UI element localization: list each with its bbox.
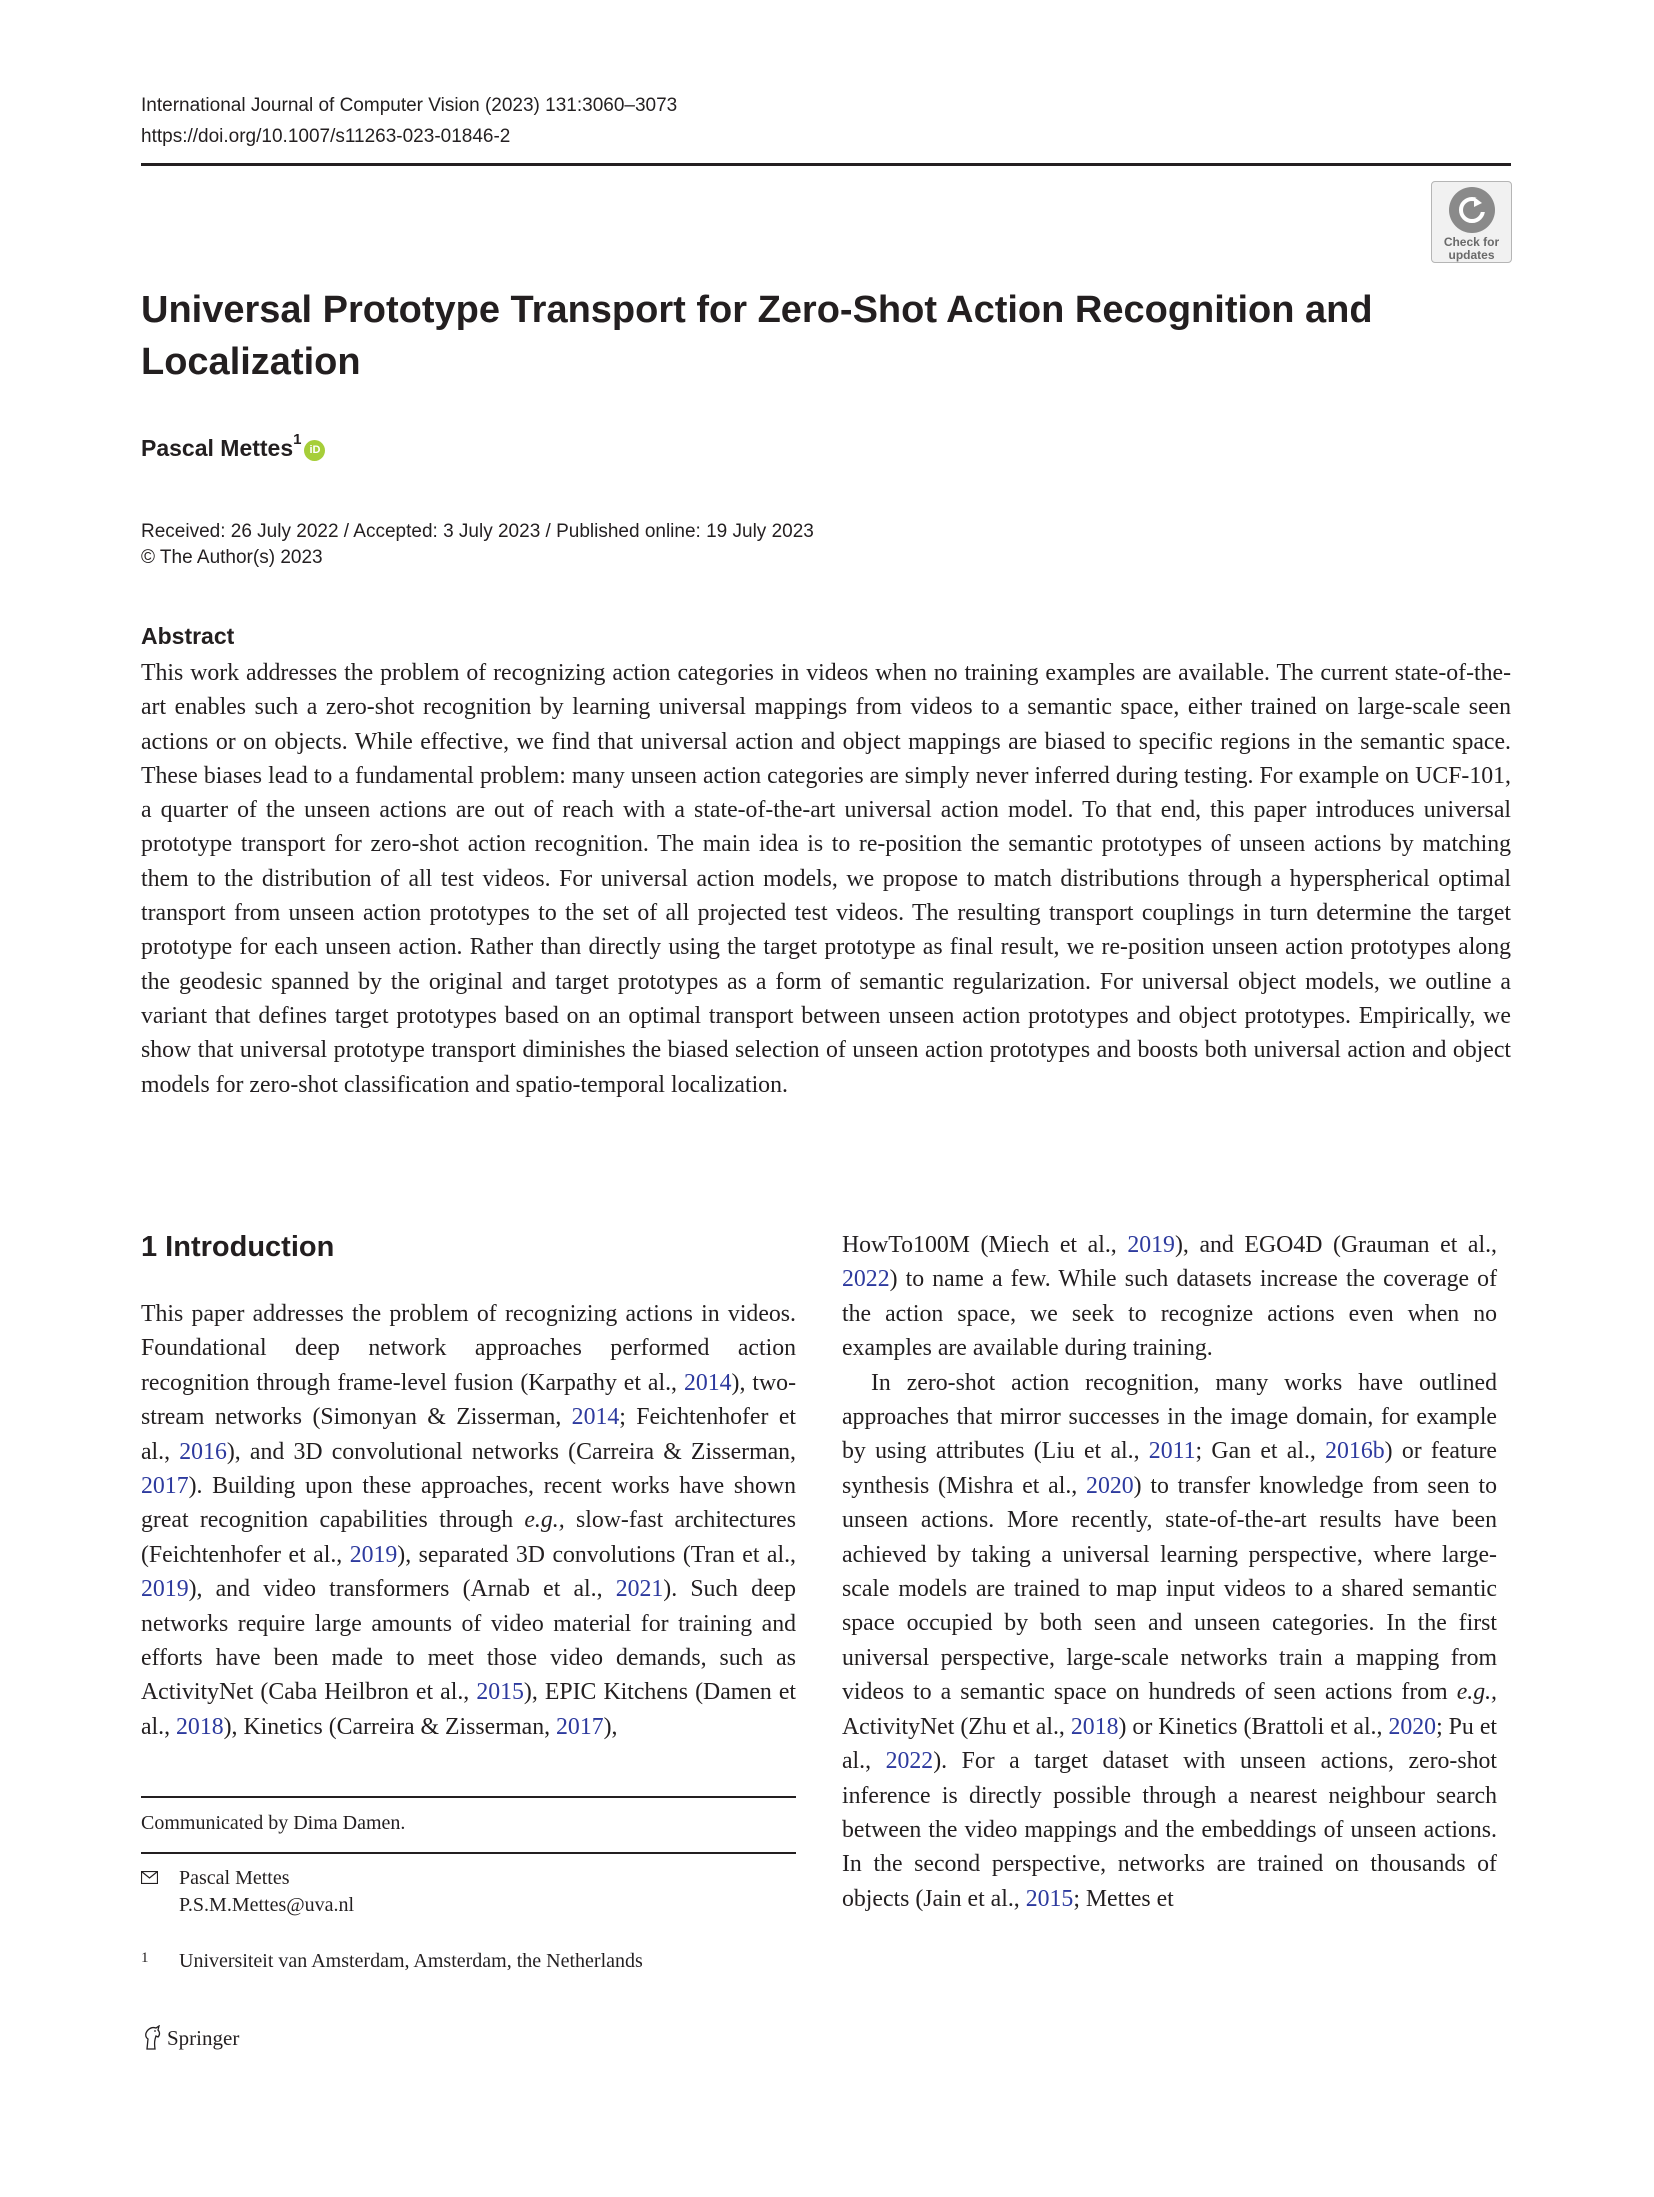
contact-email[interactable]: P.S.M.Mettes@uva.nl [179, 1894, 355, 1916]
body-text: ), and EGO4D (Grauman et al., [1174, 1232, 1497, 1258]
affiliation-text: Universiteit van Amsterdam, Amsterdam, the Netherlands [179, 1950, 643, 1972]
intro-paragraph-2 [842, 1366, 1497, 1917]
body-text: ). Such deep networks require large amounts of video material for training and efforts have been made to meet those video demands, such as ActivityNet (Caba Heilbron et al., [141, 1576, 796, 1706]
check-updates-line1: Check for [1443, 235, 1500, 249]
intro-paragraph-1-continued [842, 1228, 1497, 1366]
abstract-body: This work addresses the problem of recognizing action categories in videos when no training examples are available. The current state-of-the-art enables such a zero-shot recognition by learning universal mappings from videos to a semantic space, either trained on large-scale seen actions or on objects. While effective, we find that universal action and object mappings are biased to specific regions in the semantic space. These biases lead to a fundamental problem: many unseen action categories are simply never inferred during testing. For example on UCF-101, a quarter of the unseen actions are out of reach with a state-of-the-art universal action model. To that end, this paper introduces universal prototype transport for zero-shot action recognition. The main idea is to re-position the semantic prototypes of unseen actions by matching them to the distribution of all test videos. For universal action models, we propose to match distributions through a hyperspherical optimal transport from unseen action prototypes to the set of all projected test videos. The resulting transport couplings in turn determine the target prototype for each unseen action. Rather than directly using the target prototype as final result, we re-position unseen action prototypes along the geodesic spanned by the original and target prototypes as a form of semantic regularization. For universal object models, we outline a variant that defines target prototypes based on an optimal transport between unseen action prototypes and object prototypes. Empirically, we show that universal prototype transport diminishes the biased selection of unseen action prototypes and boosts both universal action and object models for zero-shot classification and spatio-temporal localization. [141, 660, 1511, 1098]
author-affiliation-mark: 1 [293, 431, 302, 448]
author-line [141, 433, 325, 463]
citation-link[interactable]: 2014 [571, 1404, 620, 1431]
citation-link[interactable]: 2017 [141, 1473, 189, 1500]
body-text: ) or Kinetics (Brattoli et al., [1118, 1713, 1389, 1740]
corresponding-author [141, 1865, 354, 1919]
body-text: ), EPIC Kitchens (Damen et al., [141, 1679, 796, 1740]
check-for-updates-badge[interactable] [1431, 181, 1512, 263]
contact-name: Pascal Mettes [179, 1867, 290, 1889]
doi-link[interactable]: https://doi.org/10.1007/s11263-023-01846-2 [141, 126, 511, 147]
body-text: ), and video transformers (Arnab et al., [188, 1576, 616, 1603]
affiliation-number: 1 [141, 1950, 149, 1966]
publication-history: Received: 26 July 2022 / Accepted: 3 July 2023 / Published online: 19 July 2023 [141, 521, 814, 542]
citation-link[interactable]: 2018 [1070, 1713, 1119, 1740]
citation-link[interactable]: 2019 [1127, 1232, 1175, 1258]
body-text: ), and 3D convolutional networks (Carreira & Zisserman, [226, 1438, 797, 1465]
body-text: ) to name a few. While such datasets increase the coverage of the action space, we seek to recognize actions even when no examples are available during training. [842, 1266, 1497, 1362]
body-text: ; Gan et al., [1195, 1438, 1326, 1465]
publication-dates [141, 519, 814, 571]
citation-link[interactable]: 2020 [1388, 1713, 1437, 1740]
footnote-divider-top [141, 1796, 796, 1798]
springer-horse-icon [141, 2025, 163, 2051]
intro-left-column [141, 1297, 796, 1744]
citation-link[interactable]: 2014 [683, 1369, 732, 1396]
footnote-divider-bottom [141, 1852, 796, 1854]
italic-text: e.g., [524, 1507, 565, 1534]
envelope-icon [141, 1865, 163, 1892]
journal-header [141, 90, 1511, 152]
citation-link[interactable]: 2016 [179, 1438, 227, 1465]
body-text: ), Kinetics (Carreira & Zisserman, [223, 1713, 557, 1740]
section-heading-introduction: 1 Introduction [141, 1231, 335, 1263]
citation-link[interactable]: 2015 [476, 1679, 524, 1706]
body-text: ; Feichtenhofer et al., [141, 1404, 796, 1465]
author-name: Pascal Mettes [141, 435, 294, 461]
italic-text: e.g., [1456, 1679, 1497, 1706]
citation-link[interactable]: 2022 [885, 1748, 934, 1775]
citation-link[interactable]: 2022 [842, 1266, 890, 1293]
publisher-footer [141, 2024, 239, 2052]
citation-link[interactable]: 2019 [349, 1541, 398, 1568]
body-text: ) to transfer knowledge from seen to unseen actions. More recently, state-of-the-art results have been achieved by taking a universal learning perspective, where large-scale models are trained to map input videos to a shared semantic space occupied by both seen and unseen categories. In the first universal perspective, large-scale networks train a mapping from videos to a semantic space on hundreds of seen actions from [842, 1472, 1497, 1706]
body-text: ). For a target dataset with unseen actions, zero-shot inference is directly possible through a nearest neighbour search between the video mappings and the embeddings of unseen actions. In the second perspective, networks are trained on thousands of objects (Jain et al., [842, 1748, 1497, 1912]
journal-citation: International Journal of Computer Vision (2023) 131:3060–3073 [141, 95, 678, 116]
body-text: In zero-shot action recognition, many works have outlined approaches that mirror successes in the image domain, for example by using attributes (Liu et al., [842, 1369, 1497, 1465]
publisher-name: Springer [167, 2026, 240, 2050]
intro-right-column [842, 1228, 1497, 1916]
body-text: ), [603, 1713, 618, 1740]
body-text: ActivityNet (Zhu et al., [842, 1713, 1071, 1740]
body-text: ), two-stream networks (Simonyan & Zisserman, [141, 1369, 796, 1431]
header-divider [141, 163, 1511, 166]
intro-paragraph-1 [141, 1297, 796, 1744]
citation-link[interactable]: 2017 [556, 1713, 604, 1740]
body-text: ). Building upon these approaches, recent works have shown great recognition capabilities through [141, 1473, 796, 1534]
abstract-heading: Abstract [141, 623, 235, 649]
body-text: HowTo100M (Miech et al., [842, 1232, 1128, 1258]
citation-link[interactable]: 2016b [1325, 1438, 1385, 1465]
citation-link[interactable]: 2020 [1086, 1472, 1134, 1499]
orcid-icon[interactable]: iD [304, 440, 325, 461]
body-text: ; Pu et al., [842, 1713, 1497, 1775]
copyright-line: © The Author(s) 2023 [141, 547, 323, 568]
communicated-by-note: Communicated by Dima Damen. [141, 1812, 406, 1834]
body-text: ; Mettes et [1073, 1885, 1174, 1912]
body-text: slow-fast architectures (Feichtenhofer et al., [141, 1507, 796, 1568]
body-text: This paper addresses the problem of recognizing actions in videos. Foundational deep network approaches performed action recognition through frame-level fusion (Karpathy et al., [141, 1301, 796, 1396]
citation-link[interactable]: 2015 [1025, 1885, 1074, 1912]
citation-link[interactable]: 2011 [1148, 1438, 1196, 1465]
affiliation-footnote [141, 1948, 643, 1974]
check-updates-line2: updates [1448, 248, 1495, 262]
citation-link[interactable]: 2018 [176, 1713, 224, 1740]
body-text: ) or feature synthesis (Mishra et al., [842, 1438, 1497, 1499]
check-updates-icon [1449, 187, 1495, 233]
paper-title: Universal Prototype Transport for Zero-Shot Action Recognition and Localization [141, 289, 1373, 383]
citation-link[interactable]: 2019 [141, 1576, 189, 1603]
body-text: ), separated 3D convolutions (Tran et al., [397, 1541, 796, 1568]
citation-link[interactable]: 2021 [615, 1576, 664, 1603]
